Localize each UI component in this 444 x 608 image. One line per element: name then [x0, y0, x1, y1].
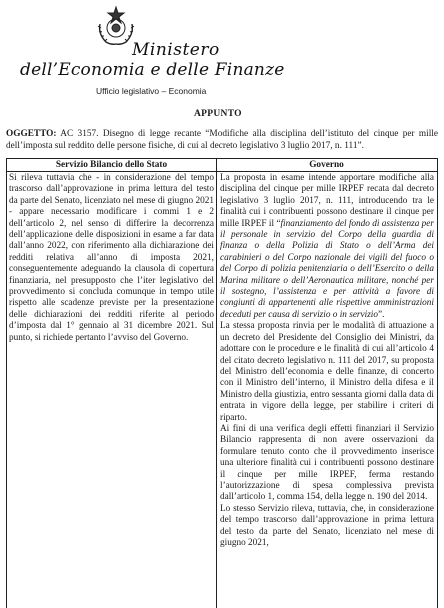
ministry-title-line1: Ministero: [132, 40, 220, 60]
comparison-table: [6, 158, 438, 608]
servizio-bilancio-text: Si rileva tuttavia che - in considerazione del tempo trascorso dall’approvazione in prima lettura del testo da parte del Senato, licenziato nel mese di giugno 2021 - appare necessario modificare i commi 1 e 2 dell’articolo 2, nel senso di differire la decorrenza dell’applicazione delle disposizioni in esame a far data dall’anno 2022, con riferimento alla dichiarazione dei redditi relativa all’anno di imposta 2021, conseguentemente adeguando la clausola di copertura finanziaria, nel presupposto che l’iter legislativo del provvedimento si concluda comunque in tempo utile rispetto alle scadenze previste per la presentazione delle dichiarazioni dei redditi riferite al periodo d’imposta dal 1° gennaio al 31 dicembre 2021. Sul punto, si richiede pertanto l’avviso del Governo.: [9, 173, 214, 343]
governo-paragraph-4: Lo stesso Servizio rileva, tuttavia, che, in considerazione del tempo trascorso dall’approvazione in prima lettura del testo da parte del Senato, licenziato nel mese di giugno 2021,: [220, 503, 434, 548]
subject-text: Disegno di legge recante “Modifiche alla disciplina dell’istituto del cinque per mille dell’imposta sul reddito delle persone fisiche, di cui al decreto legislativo 3 luglio 2017, n. 111”.: [6, 129, 439, 151]
governo-p1-intro: La proposta in esame intende apportare modifiche alla disciplina del cinque per mille IRPEF recata dal decreto legislativo 3 luglio 2017, n. 111, introducendo tra le finalità cui i contribuenti possono destinare il cinque per mille IRPEF il “: [220, 173, 434, 229]
office-name: Ufficio legislativo – Economia: [96, 86, 207, 96]
column-divider: [216, 159, 217, 608]
governo-p1-quote: finanziamento del fondo di assistenza per il personale in servizio del Corpo della guardia di finanza o della Polizia di Stato o dell’Arma dei carabinieri o del Corpo nazionale dei vigili del fuoco o del Corpo di polizia penitenziaria o dell’Esercito o della Marina militare o dell’Aeronautica militare, nonché per il sostegno, l’assistenza e per attività a favore di congiunti di appartenenti alle rispettive amministrazioni deceduti per causa di servizio o in servizio: [220, 218, 434, 320]
governo-paragraph-3: Ai fini di una verifica degli effetti finanziari il Servizio Bilancio rappresenta di non avere osservazioni da formulare tenuto conto che il provvedimento inserisce una ulteriore finalità cui i contribuenti possono destinare il cinque per mille IRPEF, ferma restando l’autorizzazione di spesa complessiva prevista dall’articolo 1, comma 154, della legge n. 190 del 2014.: [220, 423, 434, 503]
governo-cell: [220, 173, 434, 549]
column-header-governo: Governo: [216, 159, 437, 172]
column-header-servizio-bilancio: Servizio Bilancio dello Stato: [7, 159, 216, 172]
ministry-title-line2: dell’Economia e delle Finanze: [20, 60, 285, 80]
subject-ref: AC 3157.: [60, 129, 99, 139]
subject-paragraph: [6, 129, 438, 152]
governo-paragraph-1: [220, 173, 434, 321]
governo-paragraph-2: La stessa proposta rinvia per le modalità di attuazione a un decreto del Presidente del Consiglio dei Ministri, da adottare con le procedure e le finalità di cui all’articolo 4 del citato decreto legislativo n. 111 del 2017, su proposta del Ministro dell’economia e delle finanze, di concerto con il Ministro dell’interno, il Ministro della difesa e il Ministro della giustizia, entro sessanta giorni dalla data di entrata in vigore della legge, per stabilire i criteri di riparto.: [220, 321, 434, 423]
document-type: APPUNTO: [194, 109, 242, 119]
subject-label: OGGETTO:: [6, 129, 57, 139]
servizio-bilancio-cell: [9, 173, 214, 344]
governo-p1-close: ”.: [378, 309, 385, 320]
